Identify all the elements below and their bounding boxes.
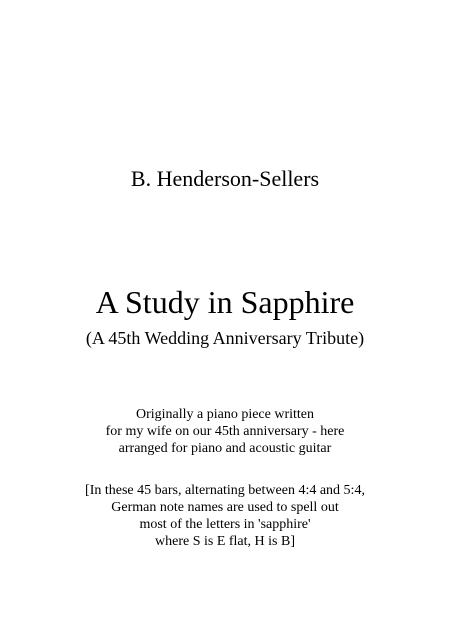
description-block xyxy=(0,406,450,457)
description-line: for my wife on our 45th anniversary - here xyxy=(105,424,345,439)
note-block xyxy=(0,482,450,550)
author-name: B. Henderson-Sellers xyxy=(130,166,320,191)
note-line: [In these 45 bars, alternating between 4:4 and 5:4, xyxy=(85,483,365,498)
note-line: most of the letters in 'sapphire' xyxy=(139,517,311,532)
piece-subtitle: (A 45th Wedding Anniversary Tribute) xyxy=(85,328,365,348)
piece-title: A Study in Sapphire xyxy=(95,284,355,320)
note-line: where S is E flat, H is B] xyxy=(155,534,295,549)
description-line: arranged for piano and acoustic guitar xyxy=(118,441,332,456)
description-line: Originally a piano piece written xyxy=(135,407,315,422)
note-line: German note names are used to spell out xyxy=(111,500,339,515)
